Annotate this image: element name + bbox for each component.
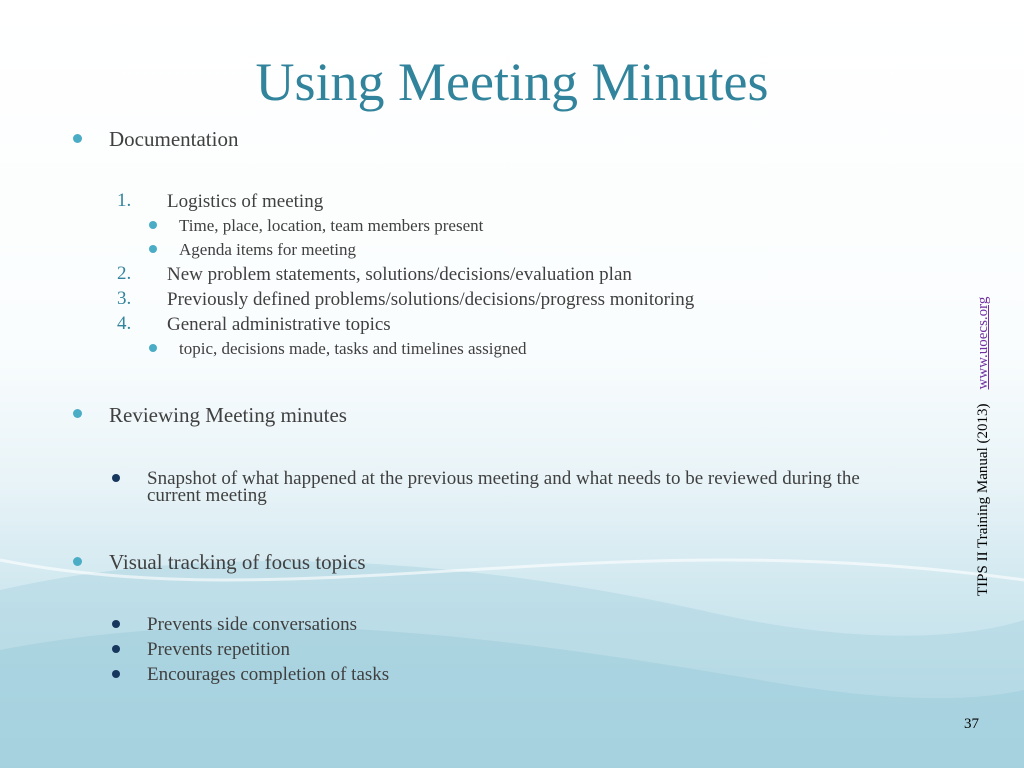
bullet-dot-icon <box>149 221 157 229</box>
bullet-dot-icon <box>73 134 82 143</box>
bullet-dot-icon <box>112 474 120 482</box>
bullet-dot-icon <box>112 670 120 678</box>
section-heading-visual-tracking: Visual tracking of focus topics <box>109 550 366 574</box>
list-number: 2. <box>117 263 132 284</box>
list-number: 4. <box>117 313 132 334</box>
section-heading-reviewing: Reviewing Meeting minutes <box>109 403 347 427</box>
bullet-dot-icon <box>149 245 157 253</box>
section-heading-documentation: Documentation <box>109 127 239 151</box>
page-number: 37 <box>964 716 979 732</box>
slide-title: Using Meeting Minutes <box>255 52 769 112</box>
bullet-dot-icon <box>112 620 120 628</box>
website-link[interactable]: www.uoecs.org <box>975 296 991 390</box>
list-item: Prevents side conversations <box>147 614 358 635</box>
list-number: 3. <box>117 288 132 309</box>
bullet-dot-icon <box>149 344 157 352</box>
citation-text: TIPS II Training Manual (2013) <box>975 403 991 596</box>
list-item: Snapshot of what happened at the previous meeting and what needs to be reviewed during the current meeting <box>147 468 860 506</box>
list-item: Encourages completion of tasks <box>147 664 390 685</box>
list-item: Logistics of meeting <box>167 191 324 212</box>
list-subitem: topic, decisions made, tasks and timelines assigned <box>179 339 527 358</box>
list-subitem: Agenda items for meeting <box>179 240 357 259</box>
bullet-dot-icon <box>112 645 120 653</box>
bullet-dot-icon <box>73 409 82 418</box>
list-item: Previously defined problems/solutions/decisions/progress monitoring <box>167 289 695 310</box>
bullet-dot-icon <box>73 557 82 566</box>
list-number: 1. <box>117 190 132 211</box>
list-item: New problem statements, solutions/decisions/evaluation plan <box>167 264 632 285</box>
side-note <box>968 216 998 596</box>
list-subitem: Time, place, location, team members present <box>179 216 484 235</box>
list-item: General administrative topics <box>167 314 391 335</box>
list-item: Prevents repetition <box>147 639 290 660</box>
